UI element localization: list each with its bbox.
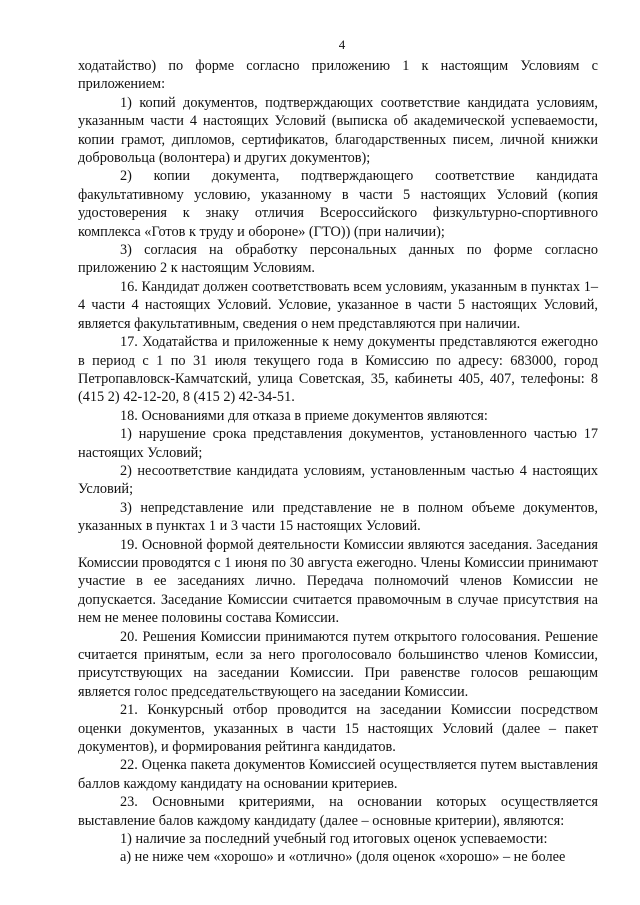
paragraph: 2) несоответствие кандидата условиям, установленным частью 4 настоящих Условий; — [78, 462, 598, 498]
paragraph: 3) согласия на обработку персональных данных по форме согласно приложению 2 к настоящим Условиям. — [78, 242, 598, 277]
paragraph: 19. Основной формой деятельности Комиссии являются заседания. Заседания Комиссии проводятся с 1 июня по 30 августа ежегодно. Члены Комиссии принимают участие в ее заседаниях лично. Передача полномочий членов Комиссии не допускается. Заседание Комиссии считается правомочным в случае присутствия на нем не менее половины состава Комиссии. — [78, 536, 598, 627]
paragraph: ходатайство) по форме согласно приложению 1 к настоящим Условиям с приложением: — [78, 58, 598, 93]
paragraph: 18. Основаниями для отказа в приеме документов являются: — [120, 407, 488, 424]
paragraph: 22. Оценка пакета документов Комиссией осуществляется путем выставления баллов каждому кандидату на основании критериев. — [78, 757, 598, 792]
paragraph: 1) наличие за последний учебный год итоговых оценок успеваемости: — [120, 831, 548, 848]
paragraph: 1) копий документов, подтверждающих соответствие кандидата условиям, указанным части 4 настоящих Условий (выписка об академической успеваемости, копии грамот, дипломов, сертификатов, благодарственных писем, личной книжки добровольца (волонтера) и других документов); — [78, 94, 598, 167]
paragraph: а) не ниже чем «хорошо» и «отлично» (доля оценок «хорошо» – не более — [120, 849, 566, 866]
paragraph: 20. Решения Комиссии принимаются путем открытого голосования. Решение считается принятым, если за него проголосовало большинство членов Комиссии, присутствующих на заседании Комиссии. При равенстве голосов решающим является голос председательствующего на заседании Комиссии. — [78, 628, 598, 700]
paragraph: 17. Ходатайства и приложенные к нему документы представляются ежегодно в период с 1 по 31 июля текущего года в Комиссию по адресу: 683000, город Петропавловск-Камчатский, улица Советская, 35, кабинеты 405, 407, телефоны: 8 (415 2) 42-12-20, 8 (415 2) 42-34-51. — [78, 334, 598, 406]
paragraph: 21. Конкурсный отбор проводится на заседании Комиссии посредством оценки документов, указанных в части 15 настоящих Условий (далее – пакет документов), и формирования рейтинга кандидатов. — [78, 702, 598, 756]
page-number: 4 — [338, 37, 346, 52]
paragraph: 3) непредставление или представление не в полном объеме документов, указанных в пунктах 1 и 3 части 15 настоящих Условий. — [78, 499, 598, 535]
paragraph: 2) копии документа, подтверждающего соответствие кандидата факультативному условию, указанному в части 5 настоящих Условий (копия удостоверения к знаку отличия Всероссийского физкультурно-спортивного комплекса «Готов к труду и обороне» (ГТО)) (при наличии); — [78, 168, 598, 240]
paragraph: 1) нарушение срока представления документов, установленного частью 17 настоящих Условий; — [78, 426, 598, 461]
paragraph: 16. Кандидат должен соответствовать всем условиям, указанным в пунктах 1–4 части 4 настоящих Условий. Условие, указанное в части 5 настоящих Условий, является факультативным, сведения о нем представляются при наличии. — [78, 278, 598, 332]
paragraph: 23. Основными критериями, на основании которых осуществляется выставление балов каждому кандидату (далее – основные критерии), являются: — [78, 794, 598, 829]
document-body — [78, 57, 598, 867]
